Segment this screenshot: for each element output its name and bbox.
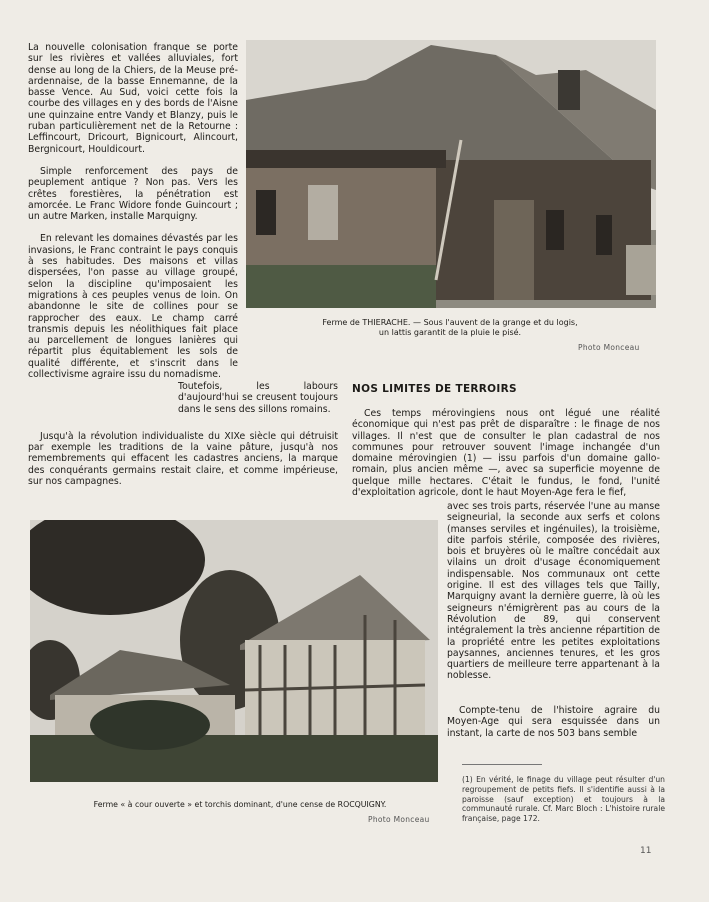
section-heading: NOS LIMITES DE TERROIRS <box>352 383 517 395</box>
photo2-credit: Photo Monceau <box>368 815 430 824</box>
revolution-paragraph: Jusqu'à la révolution individualiste du XIXe siècle qui détruisit par exemple les traditions de la vaine pâture, jusqu'à nos remembrements qui effacent les cadastres anciens, la marque des conquérants germains restait claire, et comme impérieuse, sur nos campagnes. <box>28 430 338 488</box>
open-court-farm-illustration <box>30 520 438 782</box>
intro-column <box>28 42 238 380</box>
photo1-caption-line1: Ferme de THIERACHE. — Sous l'auvent de la grange et du logis, <box>322 318 578 327</box>
intro-paragraph-1: La nouvelle colonisation franque se porte sur les rivières et vallées alluviales, fort dense au long de la Chiers, de la Meuse pré-ardennaise, de la basse Ennemanne, de la basse Vence. Au Sud, voici cette fois la courbe des villages en y des bords de l'Aisne une quinzaine entre Vandy et Blanzy, puis le ruban particulièrement net de la Retourne : Leffincourt, Dricourt, Bignicourt, Alincourt, Bergnicourt, Houldicourt. <box>28 42 238 155</box>
page-number: 11 <box>640 846 652 856</box>
footnote: (1) En vérité, le finage du village peut résulter d'un regroupement de petits fiefs. Il s'identifie aussi à la paroisse (sauf exception) et toujours à la communauté rurale. Cf. Marc Bloch : L'histoire rurale française, page 172. <box>462 775 665 824</box>
intro-paragraph-3: En relevant les domaines dévastés par les invasions, le Franc contraint le pays conquis à ses habitudes. Des maisons et villas dispersées, l'on passe au village groupé, selon la discipline qu'imposaient les migrations à ces peuples venus de loin. On abandonne le site de collines pour se rapprocher des eaux. Le champ carré transmis depuis les néolithiques fait place au parcellement de longues lanières qui répartit plus équitablement les sols de qualité différente, et s'inscrit dans le collectivisme agraire issu du nomadisme. <box>28 233 238 381</box>
footnote-rule <box>462 764 542 765</box>
terroirs-paragraph-1: Ces temps mérovingiens nous ont légué une réalité économique qui n'est pas prêt de disparaître : le finage de nos villages. Il n'est que de consulter le plan cadastral de nos communes pour retrouver souvent l'image inchangée d'un domaine mérovingien (1) — issu parfois d'un domaine gallo-romain, plus ancien même —, avec sa superficie moyenne de quelque mille hectares. C'était le fundus, le fond, l'unité d'exploitation agricole, dont le haut Moyen-Age fera le fief, <box>352 408 660 499</box>
wide-text-column <box>28 381 338 487</box>
photo2-caption: Ferme « à cour ouverte » et torchis dominant, d'une cense de ROCQUIGNY. <box>93 800 387 809</box>
photo-rocquigny-farm <box>30 520 438 782</box>
labours-paragraph: Toutefois, les labours d'aujourd'hui se creusent toujours dans le sens des sillons romains. <box>178 381 338 415</box>
terroirs-paragraph-1-continuation: avec ses trois parts, réservée l'une au manse seigneurial, la seconde aux serfs et colons (manses serviles et ingénuiles), la troisième, dite parfois stérile, composée des rivières, bois et bruyères où le maître concédait aux vilains un droit d'usage économiquement indispensable. Nos communaux ont cette origine. Il est des villages tels que Tailly, Marquigny avant la dernière guerre, là où les seigneurs n'émigrèrent pas au cours de la Révolution de 89, qui conservent intégralement la très ancienne répartition de la propriété entre les petites exploitations paysannes, anciennes tenures, et les gros quartiers de meilleure terre appartenant à la noblesse. <box>447 501 660 682</box>
terroirs-paragraph-2: Compte-tenu de l'histoire agraire du Moyen-Age qui sera esquissée dans un instant, la carte de nos 503 bans semble <box>447 705 660 739</box>
photo1-caption <box>300 318 600 338</box>
photo-thierache-farm <box>246 40 656 308</box>
photo1-caption-line2: un lattis garantit de la pluie le pisé. <box>378 328 522 337</box>
farm-building-illustration <box>246 40 656 308</box>
intro-paragraph-2: Simple renforcement des pays de peuplement antique ? Non pas. Vers les crêtes forestières, la pénétration est amorcée. Le Franc Widore fonde Guincourt ; un autre Marken, installe Marquigny. <box>28 165 238 223</box>
photo1-credit: Photo Monceau <box>578 343 640 352</box>
